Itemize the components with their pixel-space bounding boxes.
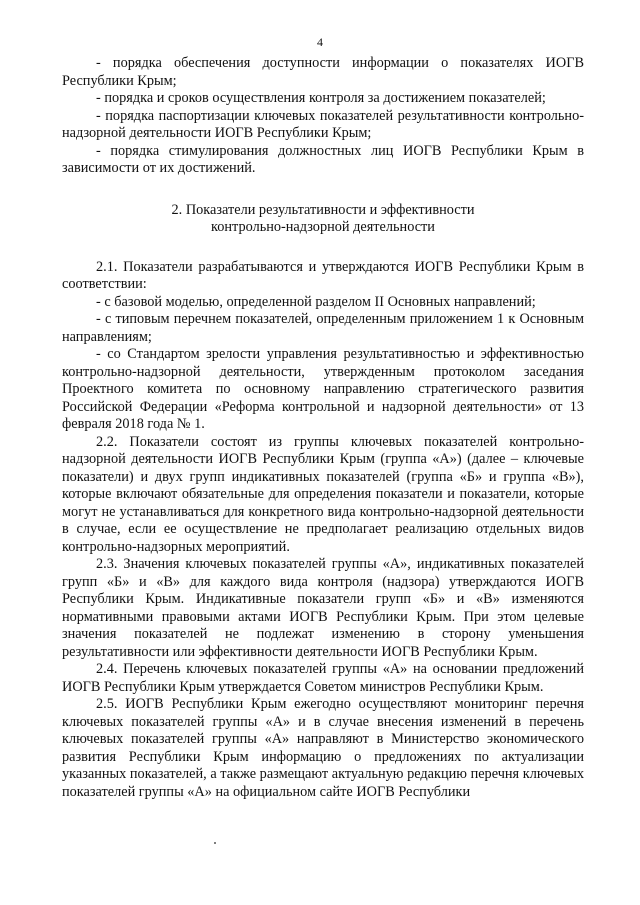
paragraph-2-1-item: - со Стандартом зрелости управления результативностью и эффективностью контрольно-надзорной деятельности, утвержденным протоколом заседания Проектного комитета по основному направлению стратегического развития Российской Федерации «Реформа контрольной и надзорной деятельности» от 13 февраля 2018 года № 1. — [62, 346, 584, 432]
paragraph-2-2: 2.2. Показатели состоят из группы ключевых показателей контрольно-надзорной деятельности ИОГВ Республики Крым (группа «А») (далее – ключевые показатели) и двух групп индикативных показателей (группа «Б» и группа «В»), которые включают обязательные для определения показатели и показатели, которые могут не устанавливаться для конкретного вида контрольно-надзорной деятельности в случае, если ее осуществление не предполагает реализацию отдельных видов контрольно-надзорных мероприятий. — [62, 433, 584, 555]
document-body — [62, 55, 584, 801]
intro-item: - порядка стимулирования должностных лиц ИОГВ Республики Крым в зависимости от их достижений. — [62, 142, 584, 176]
section-heading-line1: 2. Показатели результативности и эффективности — [171, 201, 475, 218]
scan-speck — [214, 842, 216, 844]
paragraph-2-1-lead: 2.1. Показатели разрабатываются и утверждаются ИОГВ Республики Крым в соответствии: — [62, 258, 584, 292]
intro-item: - порядка обеспечения доступности информации о показателях ИОГВ Республики Крым; — [62, 55, 584, 89]
intro-item: - порядка паспортизации ключевых показателей результативности контрольно-надзорной деятельности ИОГВ Республики Крым; — [62, 107, 584, 141]
paragraph-2-1-item: - с типовым перечнем показателей, определенным приложением 1 к Основным направлениям; — [62, 311, 584, 345]
section-heading-line2: контрольно-надзорной деятельности — [211, 219, 435, 235]
paragraph-2-4: 2.4. Перечень ключевых показателей группы «А» на основании предложений ИОГВ Республики Крым утверждается Советом министров Республики Крым. — [62, 661, 584, 695]
paragraph-2-3: 2.3. Значения ключевых показателей группы «А», индикативных показателей групп «Б» и «В» для каждого вида контроля (надзора) утверждаются ИОГВ Республики Крым. Индикативные показатели групп «Б» и «В» изменяются нормативными правовыми актами ИОГВ Республики Крым. При этом целевые значения показателей не подлежат изменению в сторону уменьшения результативности или эффективности деятельности ИОГВ Республики Крым. — [62, 556, 584, 660]
paragraph-2-5: 2.5. ИОГВ Республики Крым ежегодно осуществляют мониторинг перечня ключевых показателей группы «А» и в случае внесения изменений в перечень ключевых показателей группы «А» направляют в Министерство экономического развития Республики Крым информацию о предложениях по актуализации указанных показателей, а также размещают актуальную редакцию перечня ключевых показателей группы «А» на официальном сайте ИОГВ Республики — [62, 696, 584, 800]
section-heading — [62, 202, 584, 237]
paragraph-2-1-item: - с базовой моделью, определенной разделом II Основных направлений; — [96, 293, 536, 310]
page-number: 4 — [317, 35, 323, 49]
intro-item: - порядка и сроков осуществления контроля за достижением показателей; — [96, 90, 546, 106]
